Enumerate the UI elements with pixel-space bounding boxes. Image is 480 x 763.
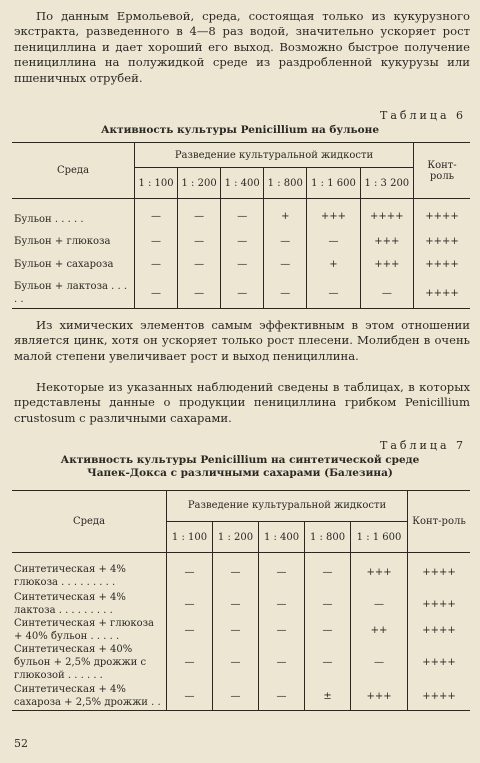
table6-cell: +++ — [307, 199, 360, 234]
table7-cell: — — [213, 553, 259, 592]
table7-cell: — — [213, 682, 259, 711]
page-number: 52 — [14, 737, 28, 750]
table7-dilution-3: 1 : 400 — [259, 522, 305, 553]
table6-cell: — — [307, 233, 360, 250]
table7-row — [12, 591, 470, 617]
table7-dilution-1: 1 : 100 — [167, 522, 213, 553]
table7-cell: — — [351, 591, 408, 617]
table7-cell: — — [167, 591, 213, 617]
table6-cell: — — [135, 250, 178, 278]
table6-dilution-5: 1 : 1 600 — [307, 168, 360, 199]
table6-cell: — — [360, 278, 413, 309]
table7-cell: ++ — [351, 617, 408, 643]
table7-cell: — — [167, 643, 213, 682]
table6-cell: — — [178, 233, 221, 250]
table7-cell: — — [305, 617, 351, 643]
table7-cell: — — [305, 643, 351, 682]
table7-row — [12, 553, 470, 592]
table7-control-cell: ++++ — [408, 591, 471, 617]
table7-cell: — — [259, 591, 305, 617]
table7-title-line2: Чапек-Докса с различными сахарами (Балезина) — [87, 467, 393, 479]
table6-row-medium: Бульон + сахароза — [14, 258, 114, 270]
table7-row — [12, 643, 470, 682]
table7-dilution-4: 1 : 800 — [305, 522, 351, 553]
table7-row — [12, 617, 470, 643]
table7-cell: — — [259, 682, 305, 711]
table6-cell: — — [178, 278, 221, 309]
table6-header-row — [12, 143, 470, 168]
table7-row-medium: Синтетическая + 4% глюкоза . . . . . . . . . — [14, 564, 126, 588]
table7-cell: — — [213, 591, 259, 617]
middle-paragraph-2: Некоторые из указанных наблюдений сведены в таблицах, в которых представлены данные о продукции пенициллина грибком Penicillium crustosum с различными сахарами. — [14, 380, 470, 425]
table7-control-cell: ++++ — [408, 643, 471, 682]
table7-title-line1: Активность культуры Penicillium на синтетической среде — [60, 454, 420, 466]
table6-dilution-3: 1 : 400 — [221, 168, 264, 199]
table7-cell: — — [213, 617, 259, 643]
table7-dilution-5: 1 : 1 600 — [351, 522, 408, 553]
table6-control-header: Конт-роль — [414, 143, 471, 199]
table7-control-cell: ++++ — [408, 553, 471, 592]
table7 — [12, 490, 470, 711]
table6-title: Активность культуры Penicillium на бульоне — [100, 124, 380, 136]
table7-cell: — — [305, 553, 351, 592]
table6-cell: — — [221, 250, 264, 278]
table7-cell: +++ — [351, 682, 408, 711]
table6-cell: +++ — [360, 233, 413, 250]
table7-cell: — — [167, 617, 213, 643]
table6-dilution-1: 1 : 100 — [135, 168, 178, 199]
table6-row-medium: Бульон . . . . . — [14, 213, 84, 225]
table6-cell: — — [135, 233, 178, 250]
table6-cell: — — [264, 233, 307, 250]
table7-row-medium: Синтетическая + 4% лактоза . . . . . . . . . — [14, 592, 126, 616]
table7-dilution-2: 1 : 200 — [213, 522, 259, 553]
table7-row — [12, 682, 470, 711]
table7-cell: — — [259, 643, 305, 682]
table7-cell: — — [259, 553, 305, 592]
table6-cell: + — [307, 250, 360, 278]
table6-cell: — — [221, 278, 264, 309]
table6-cell: — — [178, 250, 221, 278]
table6-cell: — — [264, 278, 307, 309]
intro-paragraph: По данным Ермольевой, среда, состоящая только из кукурузного экстракта, разведенного в 4—8 раз водой, значительно ускоряет рост пенициллина и дает хороший его выход. Возможно быстрое получение пенициллина на полужидкой среде из раздробленной кукурузы или пшеничных отрубей. — [14, 9, 470, 85]
middle-paragraph-1: Из химических элементов самым эффективным в этом отношении является цинк, хотя он ускоряет только рост плесени. Молибден в очень малой степени увеличивает рост и выход пенициллина. — [14, 318, 470, 363]
table6-row — [12, 199, 470, 234]
table6-cell: ++++ — [360, 199, 413, 234]
table6-row — [12, 278, 470, 309]
table6-medium-header: Среда — [12, 143, 135, 199]
table7-row-medium: Синтетическая + глюкоза + 40% бульон . . . . . — [14, 618, 154, 642]
table7-header-row — [12, 491, 470, 522]
table7-cell: ± — [305, 682, 351, 711]
table6-cell: +++ — [360, 250, 413, 278]
table7-cell: — — [259, 617, 305, 643]
table6-row-medium: Бульон + глюкоза — [14, 236, 111, 247]
table7-cell: — — [351, 643, 408, 682]
table6-row-medium: Бульон + лактоза . . . . . — [14, 281, 128, 305]
table6-cell: — — [221, 233, 264, 250]
table6-cell: — — [178, 199, 221, 234]
table7-cell: — — [167, 682, 213, 711]
table7-cell: — — [305, 591, 351, 617]
table6-cell: — — [135, 278, 178, 309]
table6 — [12, 142, 470, 309]
table6-control-cell: ++++ — [414, 199, 471, 234]
table7-control-header: Конт-роль — [408, 491, 471, 553]
table6-control-cell: ++++ — [414, 278, 471, 309]
table7-row-medium: Синтетическая + 4% сахароза + 2,5% дрожжи . . — [14, 684, 161, 708]
table6-row — [12, 233, 470, 250]
table6-cell: + — [264, 199, 307, 234]
table6-control-cell: ++++ — [414, 233, 471, 250]
table7-cell: — — [213, 643, 259, 682]
table7-dilution-header: Разведение культуральной жидкости — [167, 491, 408, 522]
table6-dilution-6: 1 : 3 200 — [360, 168, 413, 199]
table6-dilution-4: 1 : 800 — [264, 168, 307, 199]
table6-cell: — — [221, 199, 264, 234]
table7-control-cell: ++++ — [408, 682, 471, 711]
table7-row-medium: Синтетическая + 40% бульон + 2,5% дрожжи с глюкозой . . . . . . — [14, 644, 147, 681]
table6-row — [12, 250, 470, 278]
table6-cell: — — [307, 278, 360, 309]
table7-cell: — — [167, 553, 213, 592]
table6-dilution-2: 1 : 200 — [178, 168, 221, 199]
table6-dilution-header: Разведение культуральной жидкости — [135, 143, 414, 168]
table7-cell: +++ — [351, 553, 408, 592]
table6-cell: — — [264, 250, 307, 278]
table7-control-cell: ++++ — [408, 617, 471, 643]
table6-control-cell: ++++ — [414, 250, 471, 278]
table7-medium-header: Среда — [12, 491, 167, 553]
table6-label: Таблица 6 — [380, 109, 466, 122]
table7-label: Таблица 7 — [380, 439, 466, 452]
table6-cell: — — [135, 199, 178, 234]
